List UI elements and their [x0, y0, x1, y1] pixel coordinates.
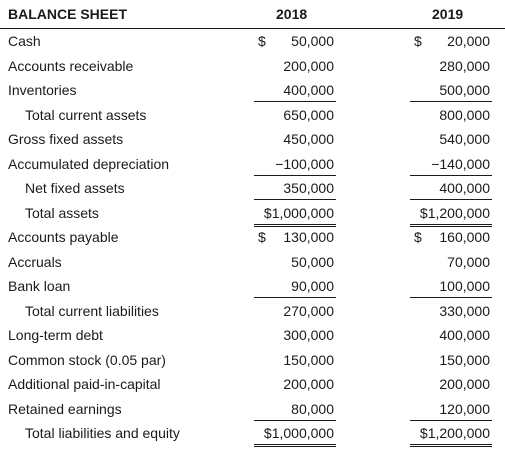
value-cell-2018 — [254, 78, 336, 102]
value-2018: 130,000 — [283, 229, 334, 245]
table-row — [0, 372, 505, 397]
table-title: BALANCE SHEET — [8, 6, 128, 22]
column-header-2019: 2019 — [432, 6, 464, 22]
value-cell-2018 — [254, 250, 336, 273]
value-2018: 200,000 — [283, 57, 334, 74]
value-cell-2019 — [410, 201, 492, 227]
value-2018: 450,000 — [283, 131, 334, 147]
value-cell-2019 — [410, 397, 492, 421]
row-label: Cash — [8, 33, 41, 49]
value-cell-2019 — [410, 152, 492, 176]
value-2018: 300,000 — [283, 327, 334, 343]
column-header-2018: 2018 — [276, 6, 308, 22]
table-row — [0, 323, 505, 348]
currency-symbol: $ — [258, 33, 266, 49]
row-label: Long-term debt — [8, 327, 103, 343]
value-2018: $1,000,000 — [263, 425, 334, 441]
value-2019: $1,200,000 — [419, 204, 490, 221]
value-2018: $1,000,000 — [263, 204, 334, 221]
value-cell-2019 — [410, 29, 492, 52]
value-cell-2018 — [254, 397, 336, 421]
table-row — [0, 250, 505, 275]
row-label: Total liabilities and equity — [25, 425, 180, 441]
value-2019: 330,000 — [439, 302, 490, 319]
row-label: Total current assets — [25, 106, 147, 123]
value-cell-2018 — [254, 103, 336, 126]
row-label: Net fixed assets — [25, 180, 125, 196]
row-label: Accruals — [8, 253, 62, 270]
value-cell-2018 — [254, 348, 336, 371]
table-row — [0, 274, 505, 299]
table-row — [0, 176, 505, 201]
value-2019: 120,000 — [439, 400, 490, 417]
value-2019: $1,200,000 — [419, 425, 490, 441]
value-2018: 350,000 — [283, 180, 334, 196]
value-cell-2018 — [254, 127, 336, 150]
value-cell-2019 — [410, 348, 492, 371]
value-2018: 650,000 — [283, 106, 334, 123]
table-row — [0, 201, 505, 226]
value-2018: 270,000 — [283, 302, 334, 319]
table-row — [0, 299, 505, 324]
table-row — [0, 348, 505, 373]
value-2019: 100,000 — [439, 278, 490, 294]
value-2019: 280,000 — [439, 57, 490, 74]
value-cell-2019 — [410, 372, 492, 395]
value-2019: 800,000 — [439, 106, 490, 123]
value-cell-2019 — [410, 54, 492, 77]
table-row — [0, 103, 505, 128]
value-2018: 50,000 — [291, 33, 334, 49]
table-header — [0, 0, 505, 29]
value-cell-2018 — [254, 323, 336, 346]
value-cell-2019 — [410, 127, 492, 150]
value-cell-2019 — [410, 323, 492, 346]
table-row — [0, 78, 505, 103]
value-2019: 500,000 — [439, 82, 490, 98]
value-2019: −140,000 — [431, 155, 490, 172]
value-2019: 200,000 — [439, 376, 490, 392]
value-cell-2018 — [254, 372, 336, 395]
value-cell-2019 — [410, 250, 492, 273]
value-2018: 90,000 — [291, 278, 334, 294]
value-cell-2018 — [254, 225, 336, 248]
value-2019: 540,000 — [439, 131, 490, 147]
value-2019: 400,000 — [439, 327, 490, 343]
value-2018: 150,000 — [283, 351, 334, 368]
value-cell-2019 — [410, 176, 492, 200]
row-label: Bank loan — [8, 278, 71, 294]
row-label: Retained earnings — [8, 400, 122, 417]
row-label: Gross fixed assets — [8, 131, 124, 147]
value-2018: 80,000 — [291, 400, 334, 417]
value-cell-2018 — [254, 299, 336, 322]
value-2019: 400,000 — [439, 180, 490, 196]
value-cell-2018 — [254, 176, 336, 200]
value-cell-2019 — [410, 421, 492, 447]
row-label: Common stock (0.05 par) — [8, 351, 166, 368]
value-2018: 200,000 — [283, 376, 334, 392]
value-2019: 20,000 — [447, 33, 490, 49]
row-label: Accounts payable — [8, 229, 119, 245]
value-2019: 70,000 — [447, 253, 490, 270]
value-2018: 50,000 — [291, 253, 334, 270]
table-row — [0, 397, 505, 422]
table-row — [0, 421, 505, 446]
value-cell-2018 — [254, 201, 336, 227]
currency-symbol: $ — [414, 229, 422, 245]
table-row — [0, 29, 505, 54]
value-cell-2018 — [254, 29, 336, 52]
value-2019: 150,000 — [439, 351, 490, 368]
value-2018: −100,000 — [275, 155, 334, 172]
row-label: Total current liabilities — [25, 302, 159, 319]
value-cell-2018 — [254, 421, 336, 447]
row-label: Additional paid-in-capital — [8, 376, 161, 392]
value-cell-2019 — [410, 103, 492, 126]
table-row — [0, 127, 505, 152]
value-cell-2018 — [254, 274, 336, 298]
row-label: Accounts receivable — [8, 57, 134, 74]
row-label: Total assets — [25, 204, 99, 221]
value-cell-2019 — [410, 274, 492, 298]
value-cell-2018 — [254, 54, 336, 77]
table-row — [0, 54, 505, 79]
table-row — [0, 225, 505, 250]
currency-symbol: $ — [414, 33, 422, 49]
value-cell-2019 — [410, 299, 492, 322]
value-cell-2018 — [254, 152, 336, 176]
value-cell-2019 — [410, 225, 492, 248]
currency-symbol: $ — [258, 229, 266, 245]
value-cell-2019 — [410, 78, 492, 102]
value-2018: 400,000 — [283, 82, 334, 98]
table-row — [0, 152, 505, 177]
row-label: Accumulated depreciation — [8, 155, 170, 172]
value-2019: 160,000 — [439, 229, 490, 245]
row-label: Inventories — [8, 82, 77, 98]
